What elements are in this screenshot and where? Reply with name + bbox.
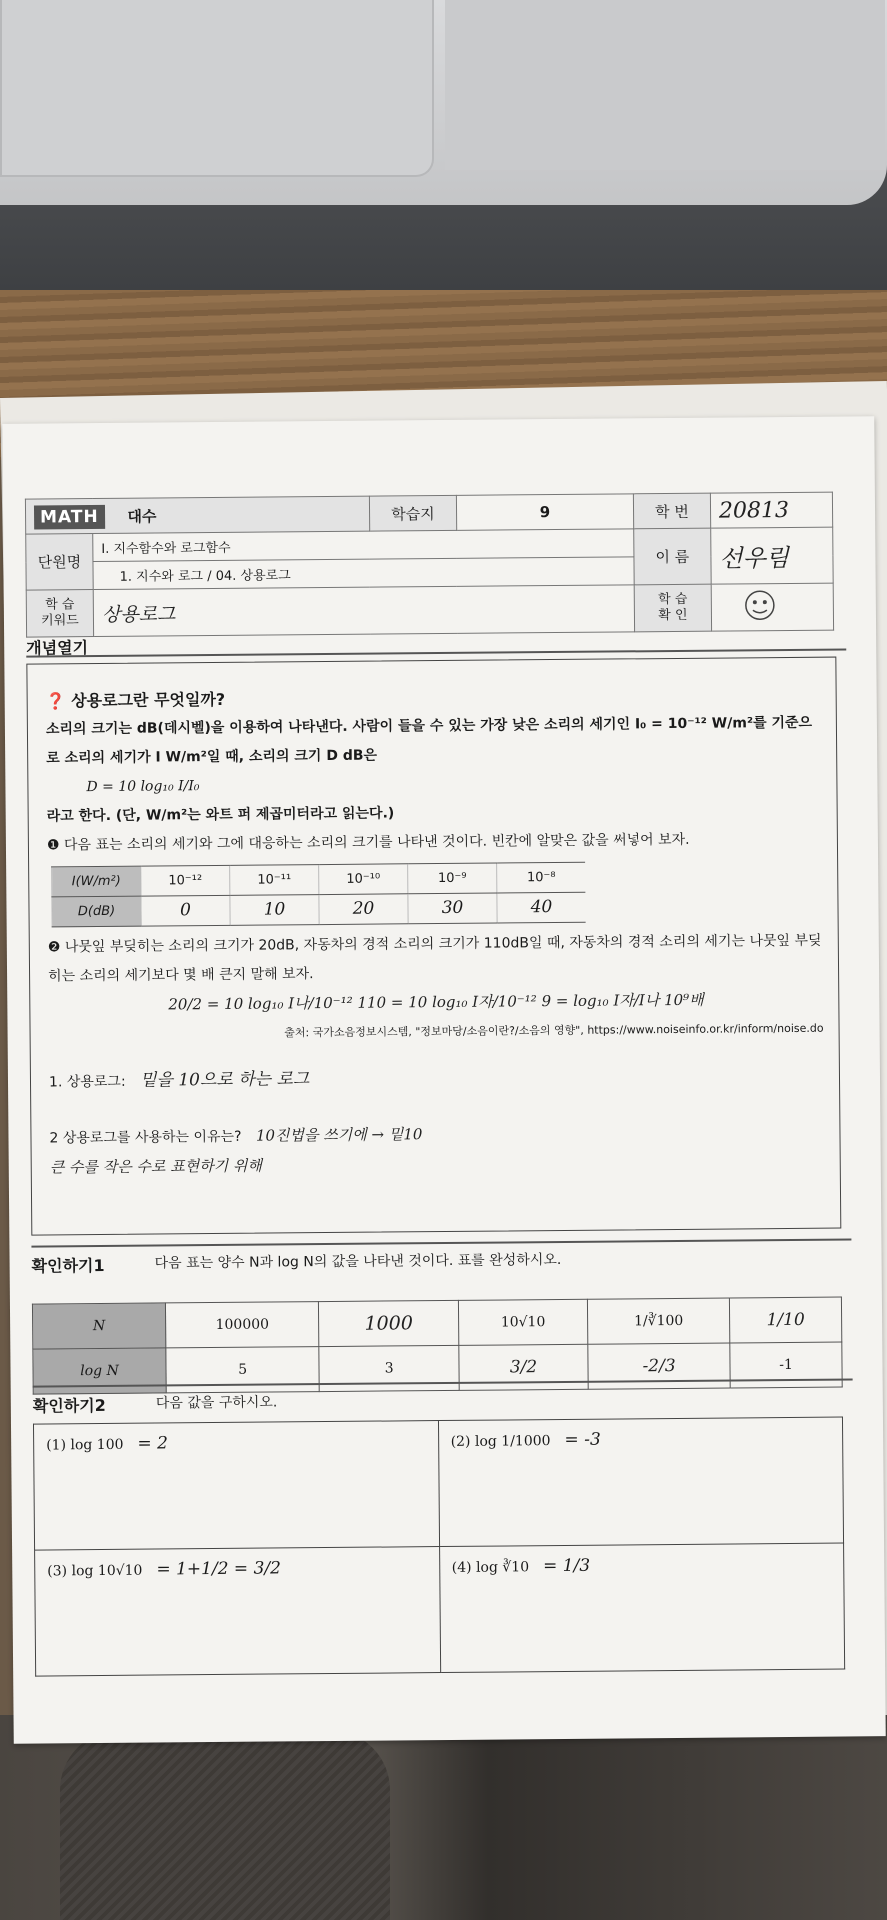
unit-label: 단원명 xyxy=(26,534,93,591)
keyword-value: 상용로그 xyxy=(93,585,634,637)
student-name: 선우림 xyxy=(711,527,834,584)
n-cell: 1/10 xyxy=(729,1297,841,1343)
source-citation: 출처: 국가소음정보시스템, "정보마당/소음이란?/소음의 영향", https://www.noiseinfo.or.kr/inform/noise.do xyxy=(284,1021,824,1040)
formula: D = 10 log₁₀ I/I₀ xyxy=(86,778,200,796)
log-cell: 3/2 xyxy=(459,1344,589,1390)
intensity-cell: 10⁻⁸ xyxy=(497,862,586,893)
worksheet-number: 9 xyxy=(456,494,633,531)
level-cell: 0 xyxy=(141,895,230,926)
intensity-cell: 10⁻⁹ xyxy=(408,863,497,894)
question-2: ❷ 나뭇잎 부딪히는 소리의 크기가 20dB, 자동차의 경적 소리의 크기가 110dB일 때, 자동차의 경적 소리의 세기는 나뭇잎 부딪히는 소리의 세기보다 몇 배 큰지 말해 보자. xyxy=(47,932,822,985)
concept-paragraph-2: 라고 한다. (단, W/m²는 와트 퍼 제곱미터라고 읽는다.) xyxy=(46,805,395,825)
calc-answer: = 2 xyxy=(137,1433,169,1454)
calc-answer: = -3 xyxy=(564,1429,601,1450)
check2-instruction: 다음 값을 구하시오. xyxy=(155,1394,278,1412)
calc-grid xyxy=(33,1417,845,1677)
calc-question: (2) log 1/1000 xyxy=(450,1433,551,1450)
n-header: N xyxy=(32,1303,165,1349)
stamp-area xyxy=(711,583,833,631)
reason-answer-1: 10진법을 쓰기에 → 밑10 xyxy=(255,1125,423,1145)
question-1: ❶ 다음 표는 소리의 세기와 그에 대응하는 소리의 크기를 나타낸 것이다. 빈칸에 알맞은 값을 써넣어 보자. xyxy=(46,831,690,854)
reason-answer-2: 큰 수를 작은 수로 표현하기 위해 xyxy=(49,1156,263,1177)
log-cell: 5 xyxy=(166,1347,320,1393)
student-no-label: 학 번 xyxy=(633,493,710,529)
reason-label: 2 상용로그를 사용하는 이유는? xyxy=(49,1128,242,1147)
knee xyxy=(60,1730,390,1920)
log-header: log N xyxy=(33,1348,166,1394)
intensity-cell: 10⁻¹² xyxy=(141,865,230,896)
calc-question: (1) log 100 xyxy=(46,1436,124,1454)
laptop-body xyxy=(0,0,887,205)
cartoon-stamp xyxy=(720,588,800,623)
subject: 대수 xyxy=(127,506,157,526)
concept-question: 상용로그란 무엇일까? xyxy=(71,689,226,711)
intensity-cell: 10⁻¹¹ xyxy=(230,865,319,896)
calc-question: (3) log 10√10 xyxy=(47,1562,143,1580)
calc-answer: = 1+1/2 = 3/2 xyxy=(156,1558,281,1580)
level-cell: 40 xyxy=(497,892,586,923)
calc-item xyxy=(33,1421,439,1551)
calc-question: (4) log ∛10 xyxy=(451,1559,530,1576)
definition-label: 1. 상용로그: xyxy=(48,1073,126,1091)
log-cell: -2/3 xyxy=(588,1343,730,1389)
unit-line1: Ⅰ. 지수함수와 로그함수 xyxy=(93,529,634,562)
check1-instruction: 다음 표는 양수 N과 log N의 값을 나타낸 것이다. 표를 완성하시오. xyxy=(154,1251,562,1272)
calc-item xyxy=(438,1417,844,1547)
question-2-work: 20/2 = 10 log₁₀ I나/10⁻¹² 110 = 10 log₁₀ I자/10⁻¹² 9 = log₁₀ I자/I나 10⁹배 xyxy=(168,990,704,1014)
laptop-touchpad xyxy=(0,0,434,177)
keyword-label: 학 습 키워드 xyxy=(26,590,93,638)
student-no: 20813 xyxy=(710,492,832,528)
sound-table xyxy=(51,862,586,928)
level-cell: 10 xyxy=(230,895,319,926)
laptop xyxy=(0,0,887,320)
header-table xyxy=(25,492,834,638)
n-cell: 1000 xyxy=(319,1300,459,1346)
level-cell: 30 xyxy=(408,893,497,924)
log-cell: -1 xyxy=(730,1342,842,1388)
laptop-palmrest xyxy=(445,0,885,170)
n-cell: 10√10 xyxy=(458,1299,588,1345)
divider xyxy=(26,648,846,657)
calc-item xyxy=(439,1543,845,1673)
concept-paragraph-1: 소리의 크기는 dB(데시벨)을 이용하여 나타낸다. 사람이 들을 수 있는 가장 낮은 소리의 세기인 I₀ = 10⁻¹² W/m²를 기준으로 소리의 세기가 I W/m²일 때, 소리의 크기 D dB은 xyxy=(45,714,813,767)
concept-box xyxy=(26,657,841,1236)
intensity-header: I(W/m²) xyxy=(52,866,141,897)
worksheet-label: 학습지 xyxy=(369,495,456,531)
definition-answer: 밑을 10으로 하는 로그 xyxy=(139,1069,310,1091)
n-cell: 100000 xyxy=(165,1302,319,1348)
check1-title: 확인하기1 xyxy=(31,1255,105,1276)
question-icon: ❓ xyxy=(45,691,72,711)
log-cell: 3 xyxy=(319,1345,459,1391)
calc-item xyxy=(35,1547,441,1677)
worksheet xyxy=(2,416,885,1744)
confirm-label: 학 습 확 인 xyxy=(634,584,711,632)
intensity-cell: 10⁻¹⁰ xyxy=(319,864,408,895)
calc-answer: = 1/3 xyxy=(543,1555,591,1577)
check2-title: 확인하기2 xyxy=(32,1395,106,1416)
n-cell: 1/∛100 xyxy=(587,1298,729,1344)
level-cell: 20 xyxy=(319,894,408,925)
unit-line2: 1. 지수와 로그 / 04. 상용로그 xyxy=(93,557,634,590)
name-label: 이 름 xyxy=(634,528,711,585)
level-header: D(dB) xyxy=(52,896,141,927)
math-badge: MATH xyxy=(34,504,105,529)
concept-section-title: 개념열기 xyxy=(26,638,89,658)
divider xyxy=(31,1238,851,1247)
